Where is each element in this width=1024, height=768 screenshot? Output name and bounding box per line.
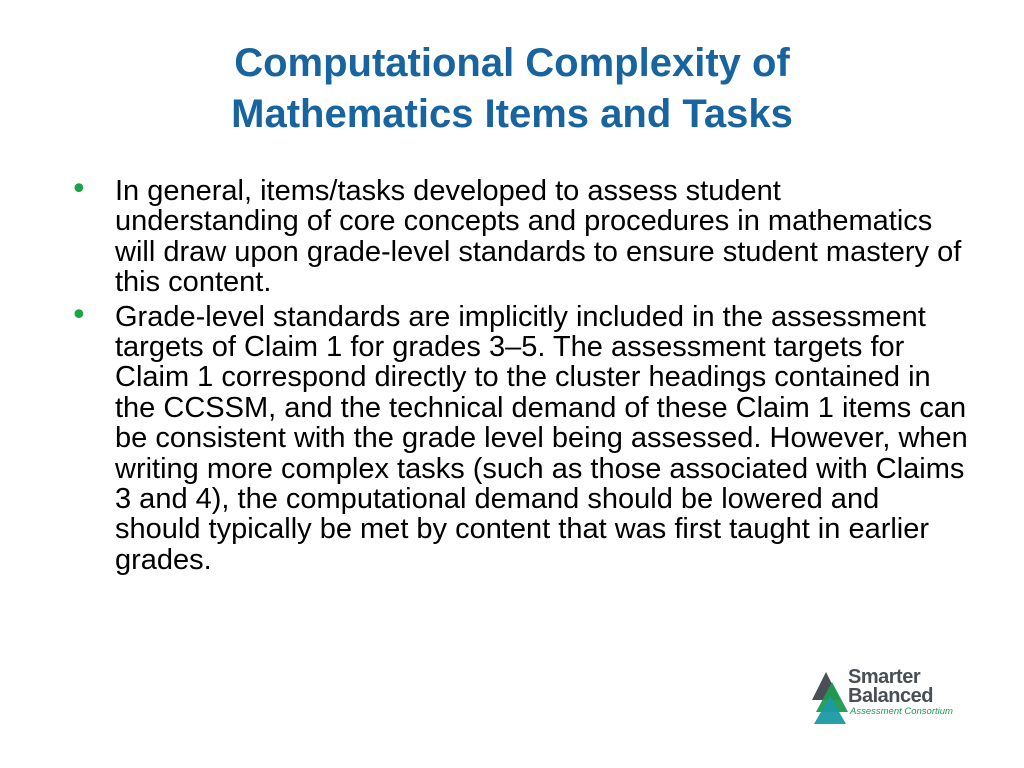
bullet-dot-icon: • — [70, 172, 88, 207]
title-line-1: Computational Complexity of — [234, 41, 790, 85]
logo-word-balanced: Balanced — [848, 685, 933, 707]
bullet-item — [70, 172, 970, 299]
smarter-balanced-logo — [810, 668, 990, 728]
bullet-list — [70, 172, 970, 579]
logo-word-smarter: Smarter — [848, 666, 921, 688]
bullet-item — [70, 297, 970, 576]
logo-subtitle: Assessment Consortium — [850, 706, 953, 717]
bullet-text: Grade-level standards are implicitly included in the assessment targets of Claim 1 for grades 3–5. The assessment targets for Claim 1 correspond directly to the cluster headings contained in the CCSSM, and the technical demand of these Claim 1 items can be consistent with the grade level being assessed. However, when writing more complex tasks (such as those associated with Claims 3 and 4), the computational demand should be lowered and should typically be met by content that was first taught in earlier grades. — [115, 300, 968, 576]
logo-wordmark — [848, 668, 990, 718]
bullet-dot-icon: • — [70, 297, 88, 333]
slide-title — [90, 38, 934, 140]
title-line-2: Mathematics Items and Tasks — [231, 92, 793, 136]
bullet-text: In general, items/tasks developed to assess student understanding of core concepts and procedures in mathematics will draw upon grade-level standards to ensure student mastery of this content. — [115, 175, 962, 299]
